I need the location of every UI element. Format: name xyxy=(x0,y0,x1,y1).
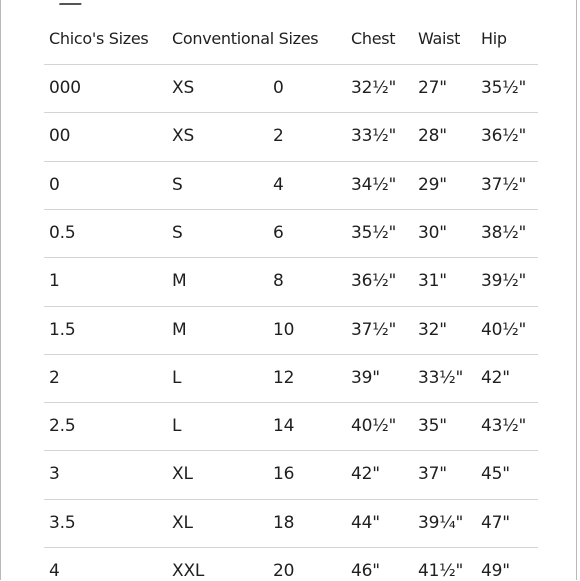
cell-hip: 45" xyxy=(481,464,510,484)
cell-chicos-size: 0 xyxy=(49,175,60,195)
cell-conventional-number: 6 xyxy=(273,223,284,243)
cell-chest: 32½" xyxy=(351,78,397,98)
cell-conventional-letter: XS xyxy=(172,78,195,98)
cell-waist: 28" xyxy=(418,126,447,146)
cell-waist: 27" xyxy=(418,78,447,98)
cell-waist: 33½" xyxy=(418,368,464,388)
row-divider xyxy=(44,306,538,307)
cell-hip: 39½" xyxy=(481,271,527,291)
cell-conventional-number: 14 xyxy=(273,416,295,436)
row-divider xyxy=(44,64,538,65)
cell-waist: 29" xyxy=(418,175,447,195)
cell-chicos-size: 3.5 xyxy=(49,513,76,533)
header-conventional-sizes: Conventional Sizes xyxy=(172,29,319,48)
cell-chest: 40½" xyxy=(351,416,397,436)
cell-waist: 35" xyxy=(418,416,447,436)
cell-chicos-size: 2 xyxy=(49,368,60,388)
cell-conventional-number: 2 xyxy=(273,126,284,146)
row-divider xyxy=(44,354,538,355)
cell-chicos-size: 000 xyxy=(49,78,81,98)
cell-chest: 37½" xyxy=(351,320,397,340)
cell-conventional-number: 4 xyxy=(273,175,284,195)
cell-chest: 33½" xyxy=(351,126,397,146)
cell-conventional-number: 0 xyxy=(273,78,284,98)
cell-waist: 32" xyxy=(418,320,447,340)
row-divider xyxy=(44,499,538,500)
cell-chest: 42" xyxy=(351,464,380,484)
cell-chest: 34½" xyxy=(351,175,397,195)
header-waist: Waist xyxy=(418,29,461,48)
cell-conventional-number: 20 xyxy=(273,561,295,581)
cell-waist: 37" xyxy=(418,464,447,484)
row-divider xyxy=(44,547,538,548)
cell-chest: 35½" xyxy=(351,223,397,243)
header-chest: Chest xyxy=(351,29,396,48)
cell-conventional-letter: XXL xyxy=(172,561,205,581)
cell-conventional-letter: XL xyxy=(172,513,193,533)
cell-conventional-letter: L xyxy=(172,368,182,388)
cell-chicos-size: 3 xyxy=(49,464,60,484)
cell-conventional-letter: M xyxy=(172,271,187,291)
cell-hip: 40½" xyxy=(481,320,527,340)
cell-chicos-size: 0.5 xyxy=(49,223,76,243)
cell-chicos-size: 00 xyxy=(49,126,71,146)
cell-conventional-letter: S xyxy=(172,175,183,195)
cell-conventional-letter: S xyxy=(172,223,183,243)
cell-hip: 47" xyxy=(481,513,510,533)
cell-conventional-number: 8 xyxy=(273,271,284,291)
cell-hip: 42" xyxy=(481,368,510,388)
cell-conventional-letter: XL xyxy=(172,464,193,484)
cell-hip: 43½" xyxy=(481,416,527,436)
cell-conventional-letter: XS xyxy=(172,126,195,146)
row-divider xyxy=(44,161,538,162)
row-divider xyxy=(44,209,538,210)
cell-chicos-size: 2.5 xyxy=(49,416,76,436)
cell-conventional-letter: L xyxy=(172,416,182,436)
cell-waist: 41½" xyxy=(418,561,464,581)
row-divider xyxy=(44,402,538,403)
row-divider xyxy=(44,257,538,258)
cell-chest: 39" xyxy=(351,368,380,388)
cell-chicos-size: 4 xyxy=(49,561,60,581)
cell-chest: 46" xyxy=(351,561,380,581)
cell-hip: 35½" xyxy=(481,78,527,98)
cell-waist: 39¼" xyxy=(418,513,464,533)
cell-conventional-letter: M xyxy=(172,320,187,340)
row-divider xyxy=(44,450,538,451)
row-divider xyxy=(44,112,538,113)
cell-conventional-number: 10 xyxy=(273,320,295,340)
cell-conventional-number: 12 xyxy=(273,368,295,388)
cell-conventional-number: 16 xyxy=(273,464,295,484)
cell-waist: 31" xyxy=(418,271,447,291)
cell-hip: 38½" xyxy=(481,223,527,243)
cell-chest: 36½" xyxy=(351,271,397,291)
cell-waist: 30" xyxy=(418,223,447,243)
cell-chest: 44" xyxy=(351,513,380,533)
cell-hip: 37½" xyxy=(481,175,527,195)
cell-chicos-size: 1.5 xyxy=(49,320,76,340)
header-chicos-sizes: Chico's Sizes xyxy=(49,29,149,48)
cell-chicos-size: 1 xyxy=(49,271,60,291)
header-hip: Hip xyxy=(481,29,507,48)
cell-conventional-number: 18 xyxy=(273,513,295,533)
cell-hip: 36½" xyxy=(481,126,527,146)
cell-hip: 49" xyxy=(481,561,510,581)
